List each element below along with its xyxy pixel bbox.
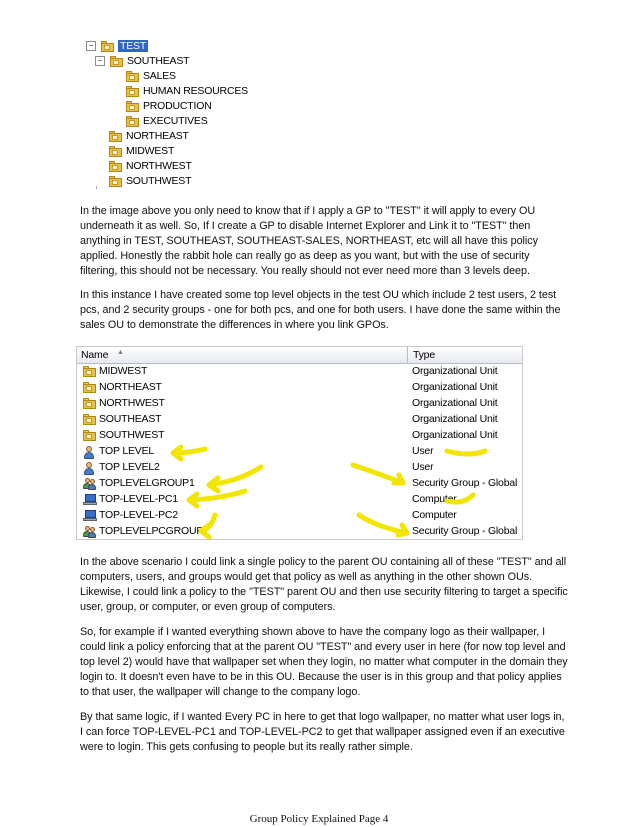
folder-ou-icon [109, 146, 122, 157]
tree-node-executives[interactable] [126, 114, 208, 128]
tree-node-midwest[interactable] [109, 144, 174, 158]
user-icon [83, 462, 95, 475]
list-header [77, 347, 522, 364]
tree-label: SALES [143, 70, 176, 82]
tree-scroll-stub [96, 186, 97, 189]
paragraph-1: In the image above you only need to know that if I apply a GP to "TEST" it will apply to every OU underneath it as well. So, If I create a GP to disable Internet Explorer and Link it to "TEST" then anything in TEST, SOUTHEAST, SOUTHEAST-SALES, NORTHEAST, etc will all have this policy applied. Honestly the rabbit hole can really go as deep as you want, but with the use of security filtering, this should not be necessary. You really should not ever need more than 3 levels deep. [80, 205, 538, 277]
folder-ou-icon [126, 116, 139, 127]
list-row[interactable] [77, 412, 522, 428]
row-name: TOP-LEVEL-PC1 [99, 493, 178, 505]
list-row[interactable] [77, 476, 522, 492]
tree-node-human-resources[interactable] [126, 84, 248, 98]
column-header-type[interactable]: Type [413, 349, 435, 361]
row-type: Organizational Unit [412, 429, 498, 441]
column-header-name[interactable]: Name [81, 349, 109, 361]
tree-node-southeast[interactable] [95, 54, 189, 68]
tree-label: EXECUTIVES [143, 115, 208, 127]
tree-label: MIDWEST [126, 145, 175, 157]
row-type: Organizational Unit [412, 413, 498, 425]
ou-contents-listview [76, 346, 523, 540]
row-name: MIDWEST [99, 365, 148, 377]
user-icon [83, 446, 95, 459]
list-row[interactable] [77, 364, 522, 380]
folder-ou-icon [126, 86, 139, 97]
tree-node-production[interactable] [126, 99, 212, 113]
sort-ascending-icon: ▲ [117, 349, 124, 356]
page-footer: Group Policy Explained Page 4 [249, 813, 389, 825]
row-name: SOUTHEAST [99, 413, 162, 425]
list-row[interactable] [77, 492, 522, 508]
list-row[interactable] [77, 460, 522, 476]
tree-label: PRODUCTION [143, 100, 212, 112]
collapse-icon[interactable]: − [95, 56, 105, 66]
folder-ou-icon [101, 41, 114, 52]
tree-node-northwest[interactable] [109, 159, 192, 173]
row-type: Security Group - Global [412, 525, 518, 537]
tree-node-northeast[interactable] [109, 129, 189, 143]
row-name: TOPLEVELPCGROUP1 [99, 525, 209, 537]
tree-node-sales[interactable] [126, 69, 176, 83]
tree-label-test: TEST [120, 40, 147, 52]
column-divider[interactable] [407, 347, 408, 363]
row-name: SOUTHWEST [99, 429, 165, 441]
list-row[interactable] [77, 508, 522, 524]
folder-ou-icon [83, 366, 96, 377]
list-row[interactable] [77, 428, 522, 444]
row-name: TOP LEVEL2 [99, 461, 160, 473]
ou-tree-screenshot [86, 36, 262, 188]
tree-node-southwest[interactable] [109, 174, 191, 188]
group-icon [83, 526, 97, 539]
row-type: Computer [412, 509, 457, 521]
paragraph-3: In the above scenario I could link a single policy to the parent OU containing all of these "TEST" and all computers, users, and groups would get that policy as well as anything in the other shown OUs. Likewise, I could link a policy to the "TEST" parent OU and then use security filtering to target a specific user, group, or computer, or even group of computers. [80, 556, 568, 613]
row-name: NORTHWEST [99, 397, 165, 409]
list-row[interactable] [77, 380, 522, 396]
group-icon [83, 478, 97, 491]
computer-icon [83, 510, 97, 522]
tree-label-southeast: SOUTHEAST [127, 55, 190, 67]
folder-ou-icon [126, 101, 139, 112]
folder-ou-icon [109, 131, 122, 142]
list-row[interactable] [77, 524, 522, 540]
tree-node-test[interactable] [86, 39, 148, 53]
folder-ou-icon [83, 414, 96, 425]
list-row[interactable] [77, 444, 522, 460]
folder-ou-icon [83, 398, 96, 409]
row-name: TOP-LEVEL-PC2 [99, 509, 178, 521]
paragraph-5: By that same logic, if I wanted Every PC in here to get that logo wallpaper, no matter what user logs in, I can force TOP-LEVEL-PC1 and TOP-LEVEL-PC2 to get that wallpaper assigned even if an executive were to login. This gets confusing to people but its really rather simple. [80, 711, 565, 753]
row-type: Security Group - Global [412, 477, 518, 489]
row-type: User [412, 461, 434, 473]
paragraph-4: So, for example if I wanted everything shown above to have the company logo as their wallpaper, I could link a policy enforcing that at the parent OU "TEST" and every user in here (for now top level and top level 2) would have that wallpaper set when they login, no matter what computer in the domain they login to. It doesn't even have to be in this OU. Because the user is in this group and that policy applies to that user, the wallpaper will change to the company logo. [80, 626, 568, 698]
row-name: TOPLEVELGROUP1 [99, 477, 195, 489]
row-type: Organizational Unit [412, 381, 498, 393]
tree-label: HUMAN RESOURCES [143, 85, 248, 97]
folder-ou-icon [126, 71, 139, 82]
folder-ou-icon [110, 56, 123, 67]
row-type: User [412, 445, 434, 457]
tree-label: NORTHWEST [126, 160, 192, 172]
computer-icon [83, 494, 97, 506]
collapse-icon[interactable]: − [86, 41, 96, 51]
row-type: Organizational Unit [412, 365, 498, 377]
row-name: NORTHEAST [99, 381, 162, 393]
folder-ou-icon [83, 382, 96, 393]
row-type: Organizational Unit [412, 397, 498, 409]
row-name: TOP LEVEL [99, 445, 155, 457]
folder-ou-icon [109, 176, 122, 187]
folder-ou-icon [83, 430, 96, 441]
folder-ou-icon [109, 161, 122, 172]
tree-label: NORTHEAST [126, 130, 189, 142]
paragraph-2: In this instance I have created some top level objects in the test OU which include 2 test users, 2 test pcs, and 2 security groups - one for both pcs, and one for both users. I have done the same within the sales OU to demonstrate the differences in where you link GPOs. [80, 289, 561, 331]
row-type: Computer [412, 493, 457, 505]
list-row[interactable] [77, 396, 522, 412]
tree-label: SOUTHWEST [126, 175, 192, 187]
